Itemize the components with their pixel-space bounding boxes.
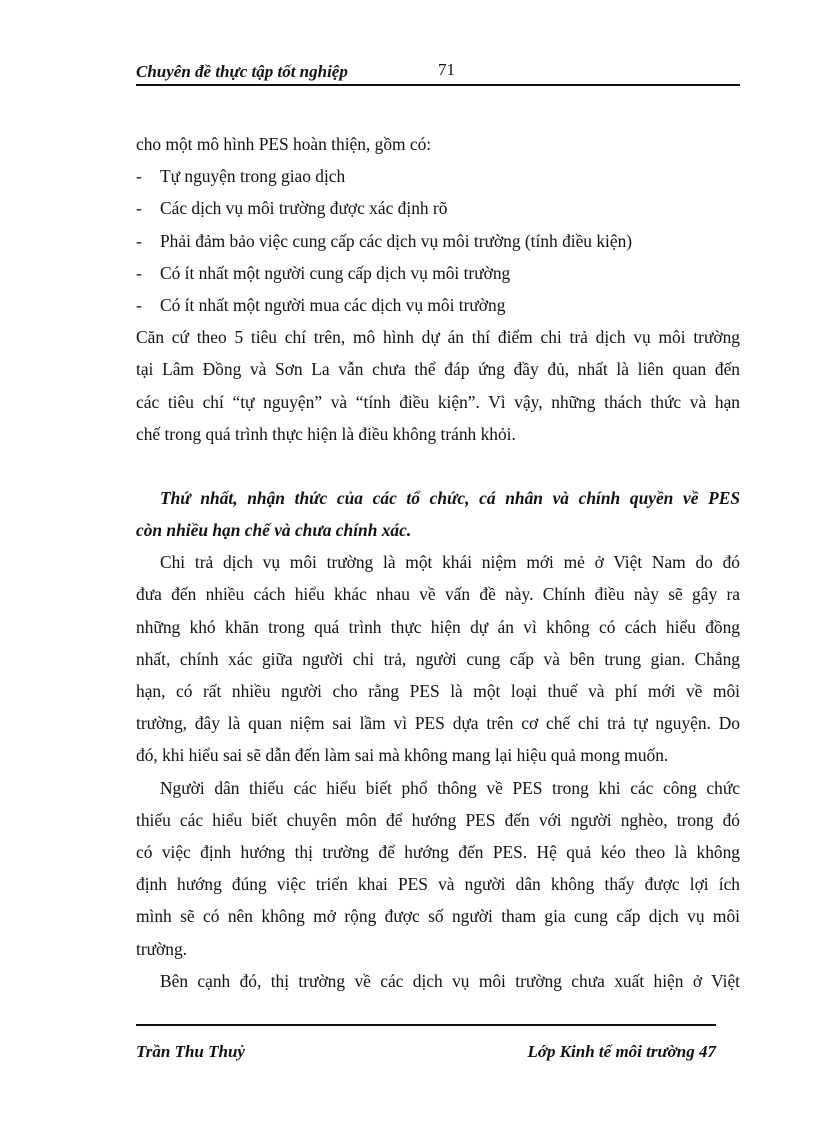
paragraph-line: thiếu các hiểu biết chuyên môn để hướng PES đến với người nghèo, trong đó (136, 809, 740, 830)
paragraph-line: chế trong quá trình thực hiện là điều không tránh khỏi. (136, 423, 516, 444)
bullet-item: - Phải đảm bảo việc cung cấp các dịch vụ môi trường (tính điều kiện) (136, 230, 633, 251)
paragraph-line: trường. (136, 938, 187, 959)
bullet-item: - Có ít nhất một người mua các dịch vụ môi trường (136, 294, 506, 315)
paragraph-line: các tiêu chí “tự nguyện” và “tính điều kiện”. Vì vậy, những thách thức và hạn (136, 391, 740, 412)
bullet-item: - Các dịch vụ môi trường được xác định rõ (136, 198, 448, 219)
paragraph-line: những khó khăn trong quá trình thực hiện dự án vì không có cách hiểu đồng (136, 616, 740, 637)
section-heading: Thứ nhất, nhận thức của các tổ chức, cá nhân và chính quyền về PES (160, 487, 740, 508)
paragraph-line: tại Lâm Đồng và Sơn La vẫn chưa thể đáp ứng đầy đủ, nhất là liên quan đến (136, 359, 740, 380)
page-number: 71 (438, 60, 455, 79)
paragraph-line: Chi trả dịch vụ môi trường là một khái niệm mới mẻ ở Việt Nam do đó (160, 552, 740, 573)
paragraph-line: mình sẽ có nên không mở rộng được số người tham gia cung cấp dịch vụ môi (136, 906, 740, 927)
page-header (136, 58, 740, 86)
section-heading: còn nhiều hạn chế và chưa chính xác. (136, 520, 412, 541)
bullet-item: - Tự nguyện trong giao dịch (136, 166, 346, 187)
paragraph-line: Bên cạnh đó, thị trường về các dịch vụ môi trường chưa xuất hiện ở Việt (160, 970, 740, 991)
footer-class: Lớp Kinh tế môi trường 47 (527, 1042, 716, 1061)
header-title: Chuyên đề thực tập tốt nghiệp (136, 62, 348, 81)
intro-line: cho một mô hình PES hoàn thiện, gồm có: (136, 134, 432, 154)
paragraph-line: nhất, chính xác giữa người chi trả, người cung cấp và bên trung gian. Chẳng (136, 648, 740, 669)
document-body (136, 128, 740, 997)
footer-author: Trần Thu Thuỷ (136, 1042, 245, 1061)
paragraph-line: trường, đây là quan niệm sai lầm vì PES dựa trên cơ chế chi trả tự nguyện. Do (136, 713, 740, 734)
paragraph-line: đưa đến nhiều cách hiểu khác nhau về vấn đề này. Chính điều này sẽ gây ra (136, 584, 740, 605)
paragraph-line: hạn, có rất nhiều người cho rằng PES là một loại thuế và phí mới về môi (136, 681, 740, 701)
paragraph-line: có việc định hướng thị trường để hướng đến PES. Hệ quả kéo theo là không (136, 841, 740, 862)
paragraph-line: định hướng đúng việc triển khai PES và người dân không thấy được lợi ích (136, 874, 740, 895)
paragraph-line: đó, khi hiểu sai sẽ dẫn đến làm sai mà không mang lại hiệu quả mong muốn. (136, 745, 669, 766)
page-footer (136, 1024, 716, 1061)
bullet-item: - Có ít nhất một người cung cấp dịch vụ môi trường (136, 262, 511, 283)
paragraph-line: Căn cứ theo 5 tiêu chí trên, mô hình dự án thí điểm chi trả dịch vụ môi trường (136, 327, 740, 348)
paragraph-line: Người dân thiếu các hiểu biết phổ thông về PES trong khi các công chức (160, 777, 740, 798)
